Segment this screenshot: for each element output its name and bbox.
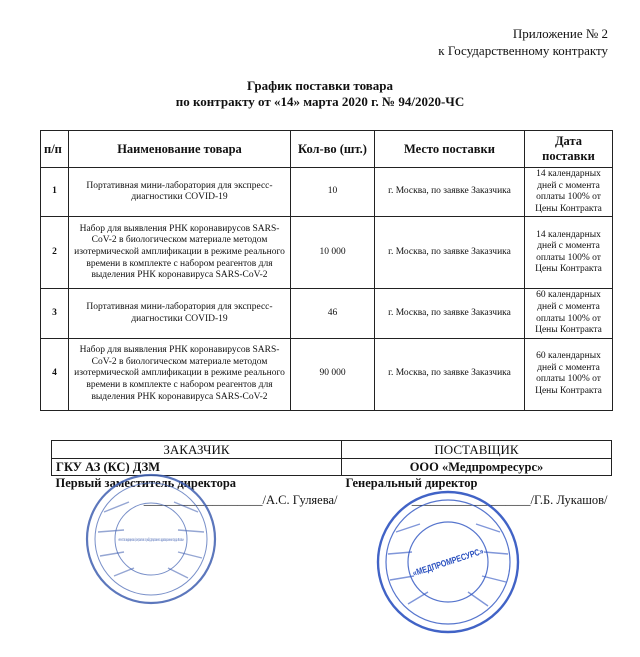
header-num: п/п xyxy=(41,131,69,168)
title-line-2: по контракту от «14» марта 2020 г. № 94/2020-ЧС xyxy=(175,94,465,109)
table-header-row xyxy=(41,131,613,168)
customer-signature-line: ___________________/А.С. Гуляева/ xyxy=(143,493,338,507)
row-num: 1 xyxy=(41,168,69,217)
document-title xyxy=(0,78,640,110)
row-qty: 10 xyxy=(291,168,375,217)
appendix-reference: к Государственному контракту xyxy=(438,43,608,58)
supplier-position: Генеральный директор xyxy=(345,476,478,490)
row-name: Набор для выявления РНК коронавирусов SARS-CoV-2 в биологическом материале методом изотермической амплификации в режиме реального времени в комплекте с набором реагентов для выделения РНК коронавируса SARS-CoV-2 xyxy=(69,217,291,289)
row-qty: 46 xyxy=(291,289,375,338)
table-row xyxy=(41,168,613,217)
row-date: 60 календарных дней с момента оплаты 100% от Цены Контракта xyxy=(525,289,613,338)
customer-org: ГКУ АЗ (КС) ДЗМ xyxy=(52,459,342,476)
appendix-header xyxy=(438,25,608,59)
customer-header: ЗАКАЗЧИК xyxy=(52,441,342,459)
row-num: 3 xyxy=(41,289,69,338)
supplier-signature-line: ___________________/Г.Б. Лукашов/ xyxy=(411,493,608,507)
row-name: Набор для выявления РНК коронавирусов SARS-CoV-2 в биологическом материале методом изотермической амплификации в режиме реального времени в комплекте с набором реагентов для выделения РНК коронавируса SARS-CoV-2 xyxy=(69,338,291,410)
row-date: 60 календарных дней с момента оплаты 100% от Цены Контракта xyxy=(525,338,613,410)
row-place: г. Москва, по заявке Заказчика xyxy=(375,289,525,338)
row-date: 14 календарных дней с момента оплаты 100% от Цены Контракта xyxy=(525,217,613,289)
table-row xyxy=(41,338,613,410)
supplier-seal-stamp xyxy=(374,488,522,636)
header-date: Дата поставки xyxy=(525,131,613,168)
customer-seal-text: «Агентство медицинских (контрактная служба) Департамента здравоохранения города Москвы» xyxy=(118,537,185,542)
header-place: Место поставки xyxy=(375,131,525,168)
title-line-1: График поставки товара xyxy=(246,78,394,93)
appendix-number: Приложение № 2 xyxy=(512,26,608,41)
customer-seal-stamp xyxy=(84,472,218,606)
supplier-seal-text: «МЕДПРОМРЕСУРС» xyxy=(411,539,503,579)
table-row xyxy=(41,289,613,338)
row-num: 2 xyxy=(41,217,69,289)
row-name: Портативная мини-лаборатория для экспресс-диагностики COVID-19 xyxy=(69,289,291,338)
supplier-header: ПОСТАВЩИК xyxy=(342,441,612,459)
row-place: г. Москва, по заявке Заказчика xyxy=(375,338,525,410)
row-place: г. Москва, по заявке Заказчика xyxy=(375,168,525,217)
customer-position: Первый заместитель директора xyxy=(55,476,237,490)
delivery-schedule-table xyxy=(40,130,613,411)
row-date: 14 календарных дней с момента оплаты 100% от Цены Контракта xyxy=(525,168,613,217)
row-place: г. Москва, по заявке Заказчика xyxy=(375,217,525,289)
row-qty: 10 000 xyxy=(291,217,375,289)
supplier-org: ООО «Медпромресурс» xyxy=(342,459,612,476)
table-row xyxy=(41,217,613,289)
row-qty: 90 000 xyxy=(291,338,375,410)
header-qty: Кол-во (шт.) xyxy=(291,131,375,168)
row-num: 4 xyxy=(41,338,69,410)
row-name: Портативная мини-лаборатория для экспресс-диагностики COVID-19 xyxy=(69,168,291,217)
header-name: Наименование товара xyxy=(69,131,291,168)
